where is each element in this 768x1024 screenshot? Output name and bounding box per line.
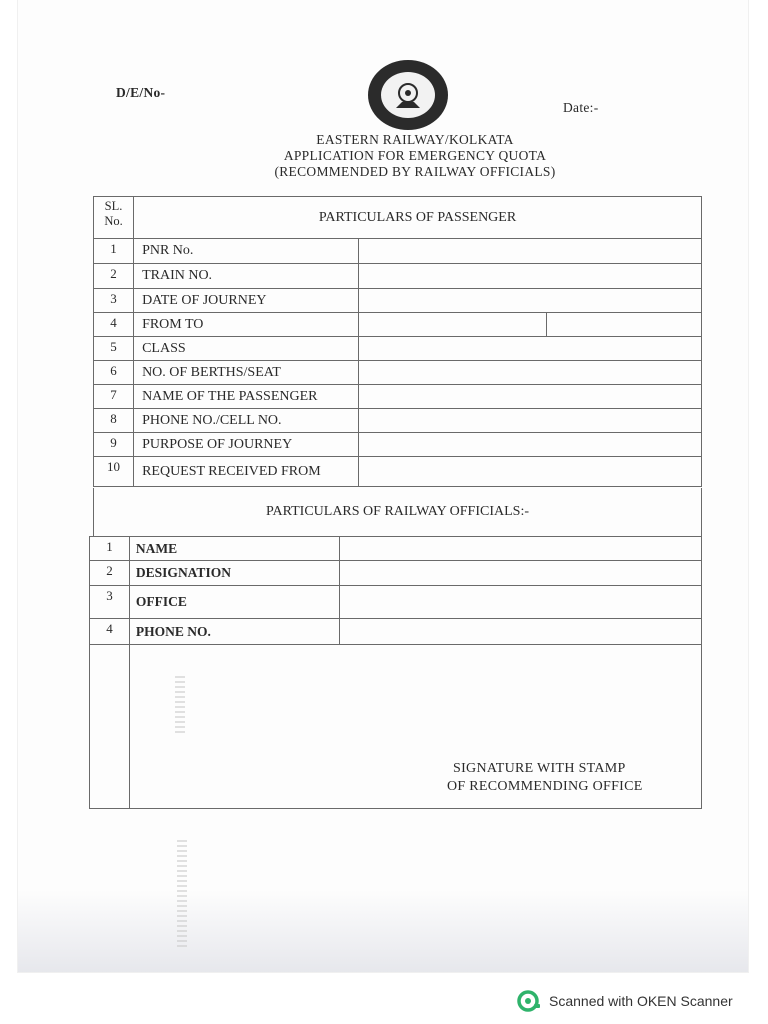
row-number: 2 bbox=[94, 264, 134, 289]
berths-input-cell[interactable] bbox=[359, 361, 702, 385]
scanner-watermark bbox=[517, 990, 733, 1012]
official-name-input-cell[interactable] bbox=[339, 537, 701, 561]
signature-margin-cell bbox=[90, 645, 130, 809]
table-row bbox=[94, 264, 702, 289]
office-input-cell[interactable] bbox=[339, 586, 701, 619]
scan-smudge bbox=[177, 840, 187, 950]
field-label-designation: DESIGNATION bbox=[129, 561, 339, 586]
field-label-from-to: FROM TO bbox=[134, 313, 359, 337]
row-number: 5 bbox=[94, 337, 134, 361]
date-label: Date:- bbox=[563, 100, 599, 115]
row-number: 1 bbox=[94, 239, 134, 264]
table-row bbox=[90, 619, 702, 645]
field-label-official-name: NAME bbox=[129, 537, 339, 561]
table-row bbox=[94, 337, 702, 361]
table-row bbox=[94, 409, 702, 433]
passenger-table bbox=[93, 196, 702, 487]
title-line-3: (RECOMMENDED BY RAILWAY OFFICIALS) bbox=[274, 164, 556, 179]
sl-no-header bbox=[94, 197, 134, 239]
row-number: 8 bbox=[94, 409, 134, 433]
row-number: 3 bbox=[94, 289, 134, 313]
field-label-office: OFFICE bbox=[129, 586, 339, 619]
from-input-cell[interactable] bbox=[359, 313, 546, 337]
field-label-train-no: TRAIN NO. bbox=[134, 264, 359, 289]
passenger-name-input-cell[interactable] bbox=[359, 385, 702, 409]
row-number: 9 bbox=[94, 433, 134, 457]
request-received-input-cell[interactable] bbox=[359, 457, 702, 487]
row-number: 1 bbox=[90, 537, 130, 561]
row-number: 7 bbox=[94, 385, 134, 409]
train-no-input-cell[interactable] bbox=[359, 264, 702, 289]
table-row bbox=[94, 239, 702, 264]
title-line-2: APPLICATION FOR EMERGENCY QUOTA bbox=[283, 148, 547, 163]
pnr-input-cell[interactable] bbox=[359, 239, 702, 264]
scanner-watermark-text: Scanned with OKEN Scanner bbox=[549, 993, 733, 1009]
row-number: 6 bbox=[94, 361, 134, 385]
to-input-cell[interactable] bbox=[546, 313, 701, 337]
sl-no-header-text: SL. No. bbox=[104, 199, 123, 228]
table-row bbox=[90, 537, 702, 561]
table-row bbox=[94, 457, 702, 487]
table-row bbox=[90, 586, 702, 619]
purpose-input-cell[interactable] bbox=[359, 433, 702, 457]
table-row bbox=[94, 361, 702, 385]
signature-line-2: OF RECOMMENDING OFFICE bbox=[447, 779, 643, 794]
row-number: 4 bbox=[94, 313, 134, 337]
field-label-pnr: PNR No. bbox=[134, 239, 359, 264]
table-row bbox=[90, 561, 702, 586]
phone-input-cell[interactable] bbox=[359, 409, 702, 433]
field-label-passenger-name: NAME OF THE PASSENGER bbox=[134, 385, 359, 409]
officials-section-heading: PARTICULARS OF RAILWAY OFFICIALS:- bbox=[93, 488, 702, 536]
date-of-journey-input-cell[interactable] bbox=[359, 289, 702, 313]
title-line-1: EASTERN RAILWAY/KOLKATA bbox=[316, 132, 514, 147]
field-label-official-phone: PHONE NO. bbox=[129, 619, 339, 645]
table-row bbox=[94, 385, 702, 409]
class-input-cell[interactable] bbox=[359, 337, 702, 361]
signature-line-1: SIGNATURE WITH STAMP bbox=[453, 761, 626, 776]
field-label-berths: NO. OF BERTHS/SEAT bbox=[134, 361, 359, 385]
reference-number-label: D/E/No- bbox=[116, 85, 166, 100]
field-label-request-received-from: REQUEST RECEIVED FROM bbox=[134, 457, 359, 487]
oken-scanner-logo-icon bbox=[517, 990, 541, 1012]
field-label-purpose: PURPOSE OF JOURNEY bbox=[134, 433, 359, 457]
passenger-section-heading: PARTICULARS OF PASSENGER bbox=[134, 197, 702, 239]
table-row bbox=[94, 289, 702, 313]
row-number: 10 bbox=[94, 457, 134, 487]
field-label-date-of-journey: DATE OF JOURNEY bbox=[134, 289, 359, 313]
field-label-phone: PHONE NO./CELL NO. bbox=[134, 409, 359, 433]
table-row bbox=[94, 433, 702, 457]
designation-input-cell[interactable] bbox=[339, 561, 701, 586]
row-number: 4 bbox=[90, 619, 130, 645]
scan-shadow bbox=[18, 890, 748, 972]
field-label-class: CLASS bbox=[134, 337, 359, 361]
official-phone-input-cell[interactable] bbox=[339, 619, 701, 645]
signature-caption bbox=[447, 760, 643, 796]
indian-railways-emblem-icon bbox=[366, 58, 450, 132]
table-row bbox=[94, 313, 702, 337]
row-number: 2 bbox=[90, 561, 130, 586]
row-number: 3 bbox=[90, 586, 130, 619]
